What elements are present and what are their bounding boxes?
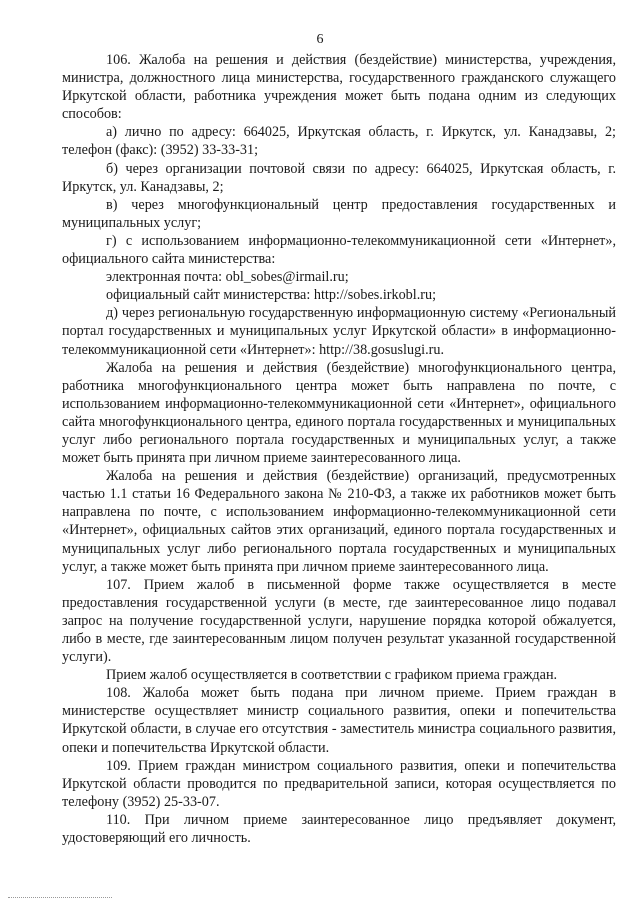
paragraph-109: 109. Прием граждан министром социального развития, опеки и попечительства Иркутской области проводится по предварительной записи, которая осуществляется по телефону (3952) 25-33-07. bbox=[62, 757, 616, 810]
method-b-post: б) через организации почтовой связи по адресу: 664025, Иркутская область, г. Иркутск, ул. Канадзавы, 2; bbox=[62, 160, 616, 195]
page-number: 6 bbox=[316, 32, 324, 47]
paragraph-110: 110. При личном приеме заинтересованное лицо предъявляет документ, удостоверяющий его личность. bbox=[62, 811, 616, 847]
method-c-mfc: в) через многофункциональный центр предоставления государственных и муниципальных услуг; bbox=[62, 196, 616, 231]
method-e-regional-portal: д) через региональную государственную информационную систему «Региональный портал государственных и муниципальных услуг Иркутской области» в информационно-телекоммуникационной сети «Интернет»: http://38.gosuslugi.ru. bbox=[62, 305, 616, 358]
paragraph-108: 108. Жалоба может быть подана при личном приеме. Прием граждан в министерстве осуществляет министр социального развития, опеки и попечительства Иркутской области, в случае его отсутствия - заместитель министра социального развития, опеки и попечительства Иркутской области. bbox=[62, 685, 616, 756]
document-body bbox=[62, 51, 616, 847]
paragraph-schedule: Прием жалоб осуществляется в соответствии с графиком приема граждан. bbox=[106, 667, 558, 684]
email-line: электронная почта: obl_sobes@irmail.ru; bbox=[106, 269, 349, 286]
method-d-internet: г) с использованием информационно-телекоммуникационной сети «Интернет», официального сайта министерства: bbox=[62, 232, 616, 268]
paragraph-106-intro: 106. Жалоба на решения и действия (бездействие) министерства, учреждения, министра, должностного лица министерства, государственного гражданского служащего Иркутской области, работника учреждения может быть подана одним из следующих способов: bbox=[62, 52, 616, 123]
paragraph-mfc-complaint: Жалоба на решения и действия (бездействие) многофункционального центра, работника многофункционального центра может быть направлена по почте, с использованием информационно-телекоммуникационной сети «Интернет», официального сайта многофункционального центра, единого портала государственных и муниципальных услуг либо регионального портала государственных и муниципальных услуг, а также может быть принята при личном приеме заинтересованного лица. bbox=[62, 359, 616, 467]
method-a-in-person: а) лично по адресу: 664025, Иркутская область, г. Иркутск, ул. Канадзавы, 2; телефон (факс): (3952) 33-33-31; bbox=[62, 124, 616, 159]
footer-rule bbox=[8, 897, 112, 898]
paragraph-107: 107. Прием жалоб в письменной форме также осуществляется в месте предоставления государственной услуги (в месте, где заинтересованное лицо подавал запрос на получение государственной услуги, нарушение порядка которой обжалуется, либо в месте, где заинтересованным лицом получен результат указанной государственной услуги). bbox=[62, 576, 616, 666]
paragraph-organizations-complaint: Жалоба на решения и действия (бездействие) организаций, предусмотренных частью 1.1 статьи 16 Федерального закона № 210-ФЗ, а также их работников может быть направлена по почте, с использованием информационно-телекоммуникационной сети «Интернет», официальных сайтов этих организаций, единого портала государственных и муниципальных услуг либо регионального портала государственных и муниципальных услуг, а также может быть принята при личном приеме заинтересованного лица. bbox=[62, 468, 616, 575]
website-line: официальный сайт министерства: http://sobes.irkobl.ru; bbox=[106, 287, 437, 304]
